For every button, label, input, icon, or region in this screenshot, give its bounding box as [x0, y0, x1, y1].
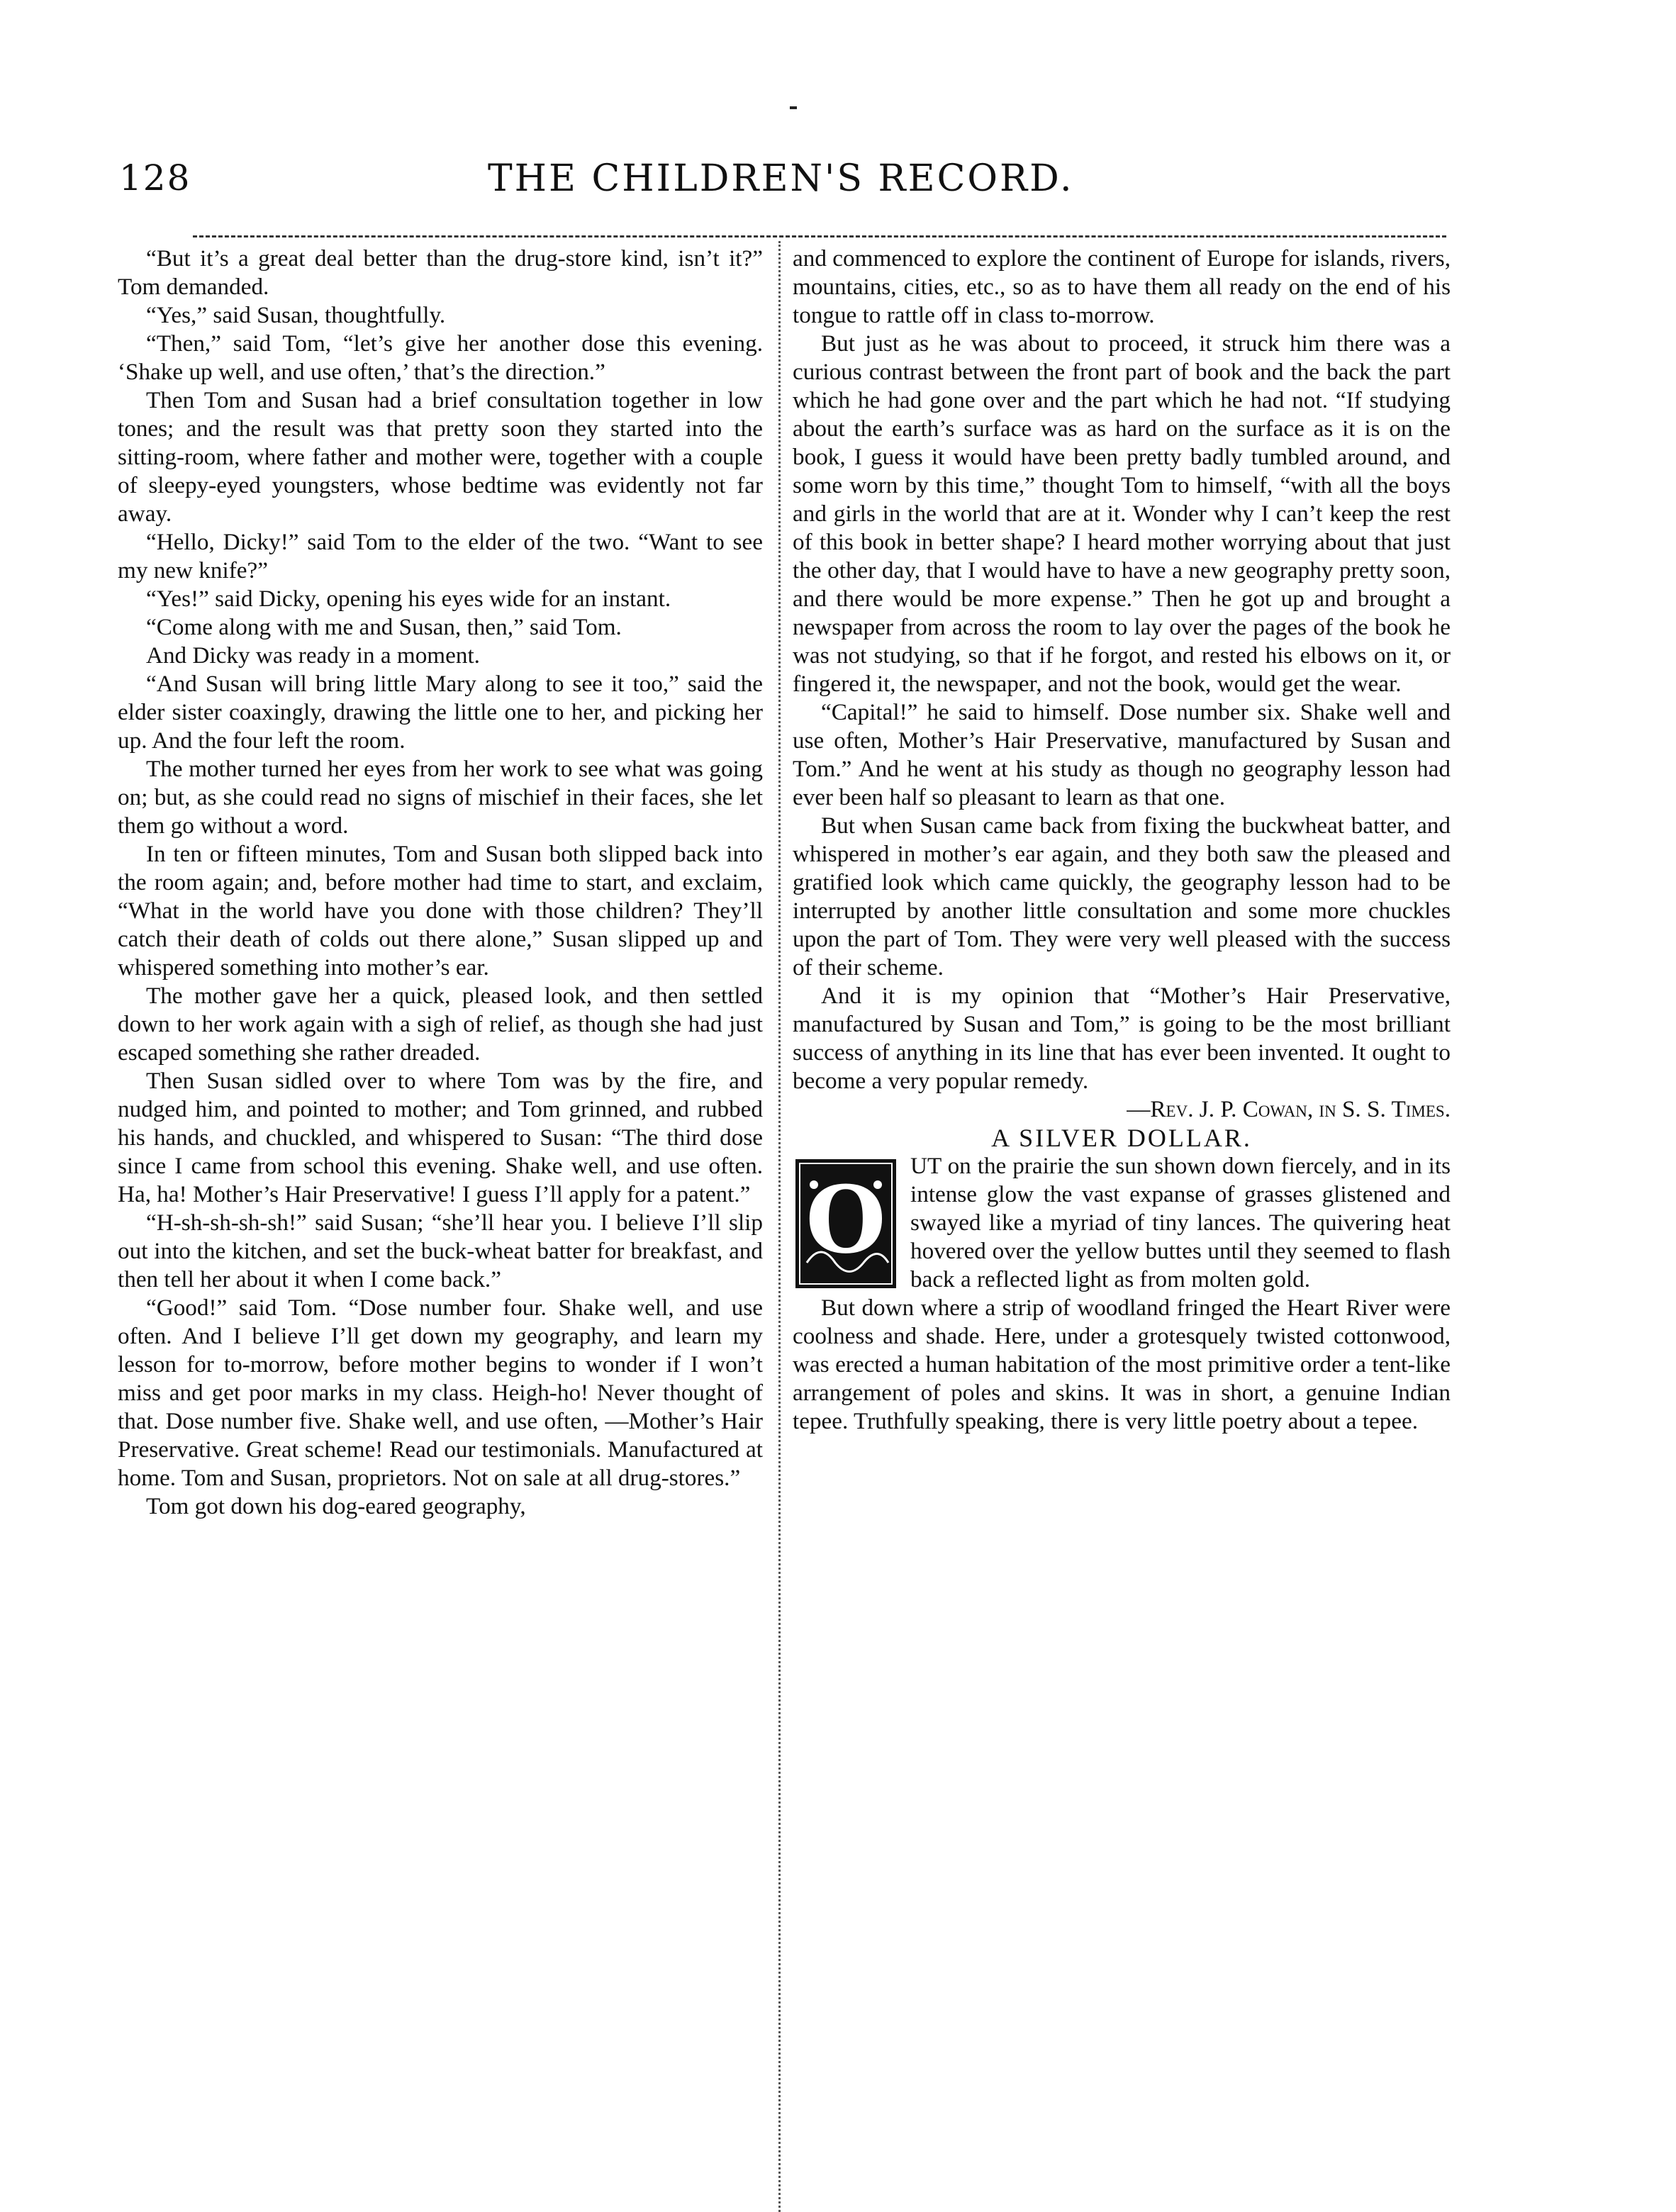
paragraph: UT on the prairie the sun shown down fiercely, and in its intense glow the vast expanse of grasses glistened and swayed like a myriad of tiny lances. The quivering heat hovered over the yellow buttes until they seemed to flash back a reflected light as from molten gold. [910, 1153, 1451, 1292]
paragraph: “Yes!” said Dicky, opening his eyes wide for an instant. [146, 586, 671, 612]
paragraph: Tom got down his dog-eared geography, [146, 1493, 526, 1519]
paragraph: And Dicky was ready in a moment. [146, 642, 480, 669]
right-column [793, 245, 1451, 1436]
page-number: 128 [119, 157, 191, 199]
paragraph: “And Susan will bring little Mary along to see it too,” said the elder sister coaxingly, drawing the little one to her, and picking her up. And the four left the room. [118, 671, 763, 754]
paragraph: The mother gave her a quick, pleased look, and then settled down to her work again with a sigh of relief, as though she had just escaped something she rather dreaded. [118, 983, 763, 1066]
column-divider [778, 241, 781, 2212]
paragraph: But down where a strip of woodland fringed the Heart River were coolness and shade. Here, under a grotesquely twisted cottonwood, was erected a human habitation of the most primitive order a tent-like arrangement of poles and skins. It was in short, a genuine Indian tepee. Truthfully speaking, there is very little poetry about a tepee. [793, 1295, 1451, 1434]
paragraph: “Good!” said Tom. “Dose number four. Shake well, and use often. And I believe I’ll get down my geography, and learn my lesson for to-morrow, before mother begins to wonder if I won’t miss and get poor marks in my class. Heigh-ho! Never thought of that. Dose number five. Shake well, and use often, —Mother’s Hair Preservative. Great scheme! Read our testimonials. Manufactured at home. Tom and Susan, proprietors. Not on sale at all drug-stores.” [118, 1295, 763, 1491]
paragraph: “Yes,” said Susan, thoughtfully. [146, 302, 446, 328]
running-head [119, 157, 1452, 214]
article-byline: —Rev. J. P. Cowan, in S. S. Times. [1127, 1096, 1451, 1122]
paragraph: “Hello, Dicky!” said Tom to the elder of the two. “Want to see my new knife?” [118, 529, 763, 583]
paragraph: “Come along with me and Susan, then,” said Tom. [146, 614, 622, 640]
paragraph: But just as he was about to proceed, it struck him there was a curious contrast between the front part of book and the back the part which he had gone over and the part which he had not. “If studying about the earth’s surface was as hard on the surface as it is on the book, I guess it would have been pretty badly tumbled around, and some worn by this time,” thought Tom to himself, “with all the boys and girls in the world that are at it. Wonder why I can’t keep the rest of this book in better shape? I heard mother worrying about that just the other day, that I would have to have a new geography pretty soon, and there would be more expense.” Then he got up and brought a newspaper from across the room to lay over the pages of the book he was not studying, so that if he forgot, and rested his elbows on it, or fingered it, the newspaper, and not the book, would get the wear. [793, 330, 1451, 697]
left-column [118, 245, 763, 1521]
paragraph: and commenced to explore the continent of Europe for islands, rivers, mountains, cities, etc., so as to have them all ready on the end of his tongue to rattle off in class to-morrow. [793, 245, 1451, 328]
paragraph: “Then,” said Tom, “let’s give her another dose this evening. ‘Shake up well, and use often,’ that’s the direction.” [118, 330, 763, 385]
paragraph: The mother turned her eyes from her work to see what was going on; but, as she could read no signs of mischief in their faces, she let them go without a word. [118, 756, 763, 839]
paragraph: And it is my opinion that “Mother’s Hair Preservative, manufactured by Susan and Tom,” is going to be the most brilliant success of anything in its line that has ever been invented. It ought to become a very popular remedy. [793, 983, 1451, 1094]
paragraph: “Capital!” he said to himself. Dose number six. Shake well and use often, Mother’s Hair Preservative, manufactured by Susan and Tom.” And he went at his study as though no geography lesson had ever been half so pleasant to learn as that one. [793, 699, 1451, 810]
dropcap-o-ornament [793, 1156, 899, 1291]
opening-paragraph [793, 1152, 1451, 1294]
paragraph: In ten or fifteen minutes, Tom and Susan both slipped back into the room again; and, before mother had time to start, and exclaim, “What in the world have you done with those children? They’ll catch their death of colds out there alone,” Susan slipped up and whispered something into mother’s ear. [118, 841, 763, 981]
paragraph: Then Susan sidled over to where Tom was by the fire, and nudged him, and pointed to mother; and Tom grinned, and rubbed his hands, and chuckled, and whispered to Susan: “The third dose since I came from school this evening. Shake well, and use often. Ha, ha! Mother’s Hair Preservative! I guess I’ll apply for a patent.” [118, 1068, 763, 1207]
paragraph: “H-sh-sh-sh-sh!” said Susan; “she’ll hear you. I believe I’ll slip out into the kitchen, and set the buck-wheat batter for breakfast, and then tell her about it when I come back.” [118, 1210, 763, 1292]
section-title: A SILVER DOLLAR. [991, 1124, 1252, 1152]
page-speck [790, 106, 797, 109]
header-rule [193, 235, 1446, 238]
paragraph: Then Tom and Susan had a brief consultation together in low tones; and the result was that pretty soon they started into the sitting-room, where father and mother were, together with a couple of sleepy-eyed youngsters, whose bedtime was evidently not far away. [118, 387, 763, 527]
dropcap-letter: O [805, 1166, 886, 1274]
paragraph: “But it’s a great deal better than the drug-store kind, isn’t it?” Tom demanded. [118, 245, 763, 300]
journal-title: THE CHILDREN'S RECORD. [488, 157, 1074, 200]
paragraph: But when Susan came back from fixing the buckwheat batter, and whispered in mother’s ear again, and they both saw the pleased and gratified look which came quickly, the geography lesson had to be interrupted by another little consultation and some more chuckles upon the part of Tom. They were very well pleased with the success of their scheme. [793, 812, 1451, 981]
